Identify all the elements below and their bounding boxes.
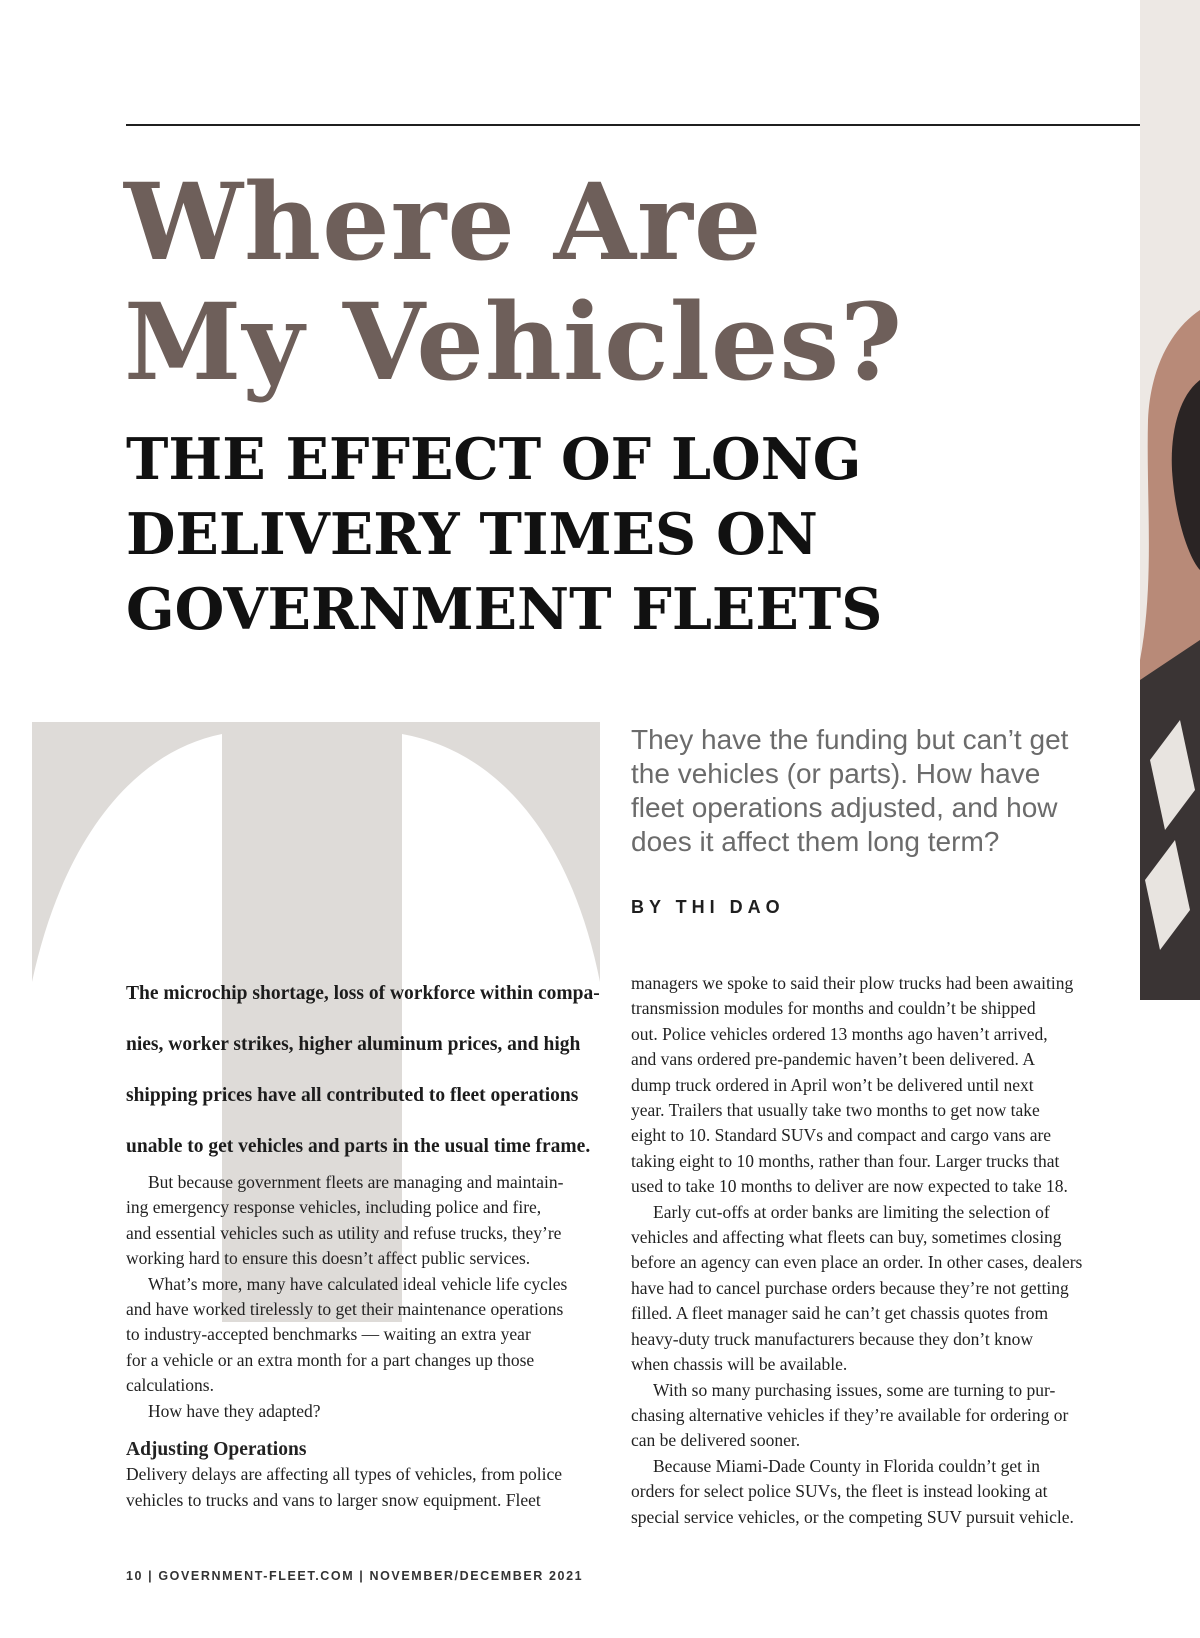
lead-line: The microchip shortage, loss of workforce within compa- (126, 983, 600, 1004)
article-deck (631, 723, 1101, 859)
body-line: and essential vehicles such as utility and refuse trucks, they’re (126, 1222, 562, 1243)
body-line: What’s more, many have calculated ideal vehicle life cycles (148, 1273, 568, 1294)
body-line: eight to 10. Standard SUVs and compact and cargo vans are (631, 1125, 1052, 1146)
body-line: and have worked tirelessly to get their maintenance operations (126, 1299, 564, 1320)
lead-line: unable to get vehicles and parts in the usual time frame. (126, 1136, 591, 1157)
byline: BY THI DAO (631, 897, 785, 917)
left-column (126, 1170, 594, 1513)
body-line: can be delivered sooner. (631, 1430, 801, 1451)
body-line: and vans ordered pre-pandemic haven’t been delivered. A (631, 1049, 1035, 1070)
deck-line: the vehicles (or parts). How have (631, 758, 1041, 789)
deck-line: fleet operations adjusted, and how (631, 792, 1058, 823)
title-line-1: Where Are (124, 159, 763, 284)
deck-line: does it affect them long term? (631, 826, 1000, 857)
body-line: calculations. (126, 1375, 214, 1396)
lead-paragraph (126, 968, 600, 1172)
subtitle-line-1: THE EFFECT OF LONG (126, 426, 862, 493)
body-line: Delivery delays are affecting all types of vehicles, from police (126, 1464, 563, 1485)
header-rule (126, 124, 1140, 126)
photo-image (1140, 0, 1200, 1000)
body-line: used to take 10 months to deliver are now expected to take 18. (631, 1176, 1068, 1197)
body-line: With so many purchasing issues, some are turning to pur- (653, 1379, 1056, 1400)
subtitle-line-3: GOVERNMENT FLEETS (126, 576, 883, 643)
body-line: heavy-duty truck manufacturers because they don’t know (631, 1328, 1034, 1349)
lead-line: shipping prices have all contributed to fleet operations (126, 1085, 579, 1106)
body-line: dump truck ordered in April won’t be delivered until next (631, 1074, 1034, 1095)
right-column (631, 971, 1101, 1530)
body-line: out. Police vehicles ordered 13 months ago haven’t arrived, (631, 1023, 1048, 1044)
body-line: for a vehicle or an extra month for a part changes up those (126, 1349, 535, 1370)
body-line: Early cut-offs at order banks are limiting the selection of (653, 1201, 1050, 1222)
body-line: year. Trailers that usually take two months to get now take (631, 1100, 1040, 1121)
body-line: before an agency can even place an order. In other cases, dealers (631, 1252, 1083, 1273)
body-line: vehicles to trucks and vans to larger snow equipment. Fleet (126, 1489, 541, 1510)
lead-line: nies, worker strikes, higher aluminum prices, and high (126, 1034, 581, 1055)
cropped-photo (1140, 0, 1200, 1000)
body-line: to industry-accepted benchmarks — waiting an extra year (126, 1324, 531, 1345)
body-line: managers we spoke to said their plow trucks had been awaiting (631, 973, 1074, 993)
body-line: transmission modules for months and couldn’t be shipped (631, 998, 1036, 1019)
body-line: chasing alternative vehicles if they’re available for ordering or (631, 1404, 1069, 1425)
body-line: have had to cancel purchase orders because they’re not getting (631, 1277, 1069, 1298)
body-line: But because government fleets are managing and maintain- (148, 1172, 564, 1192)
body-line: Because Miami-Dade County in Florida couldn’t get in (653, 1455, 1041, 1476)
section-heading: Adjusting Operations (126, 1439, 307, 1461)
body-line: vehicles and affecting what fleets can buy, sometimes closing (631, 1227, 1062, 1248)
title-line-2: My Vehicles? (124, 279, 904, 404)
body-line: orders for select police SUVs, the fleet is instead looking at (631, 1481, 1048, 1502)
subtitle-line-2: DELIVERY TIMES ON (126, 501, 818, 568)
body-line: working hard to ensure this doesn’t affect public services. (126, 1248, 531, 1269)
body-line: special service vehicles, or the competing SUV pursuit vehicle. (631, 1506, 1074, 1527)
body-line: How have they adapted? (148, 1400, 321, 1421)
article-subtitle (126, 422, 882, 647)
body-line: taking eight to 10 months, rather than four. Larger trucks that (631, 1150, 1060, 1171)
body-line: filled. A fleet manager said he can’t get chassis quotes from (631, 1303, 1049, 1324)
page-footer: 10 | GOVERNMENT-FLEET.COM | NOVEMBER/DECEMBER 2021 (126, 1569, 584, 1583)
article-title (124, 159, 904, 404)
deck-line: They have the funding but can’t get (631, 724, 1069, 755)
body-line: when chassis will be available. (631, 1354, 848, 1375)
body-line: ing emergency response vehicles, including police and fire, (126, 1197, 542, 1218)
